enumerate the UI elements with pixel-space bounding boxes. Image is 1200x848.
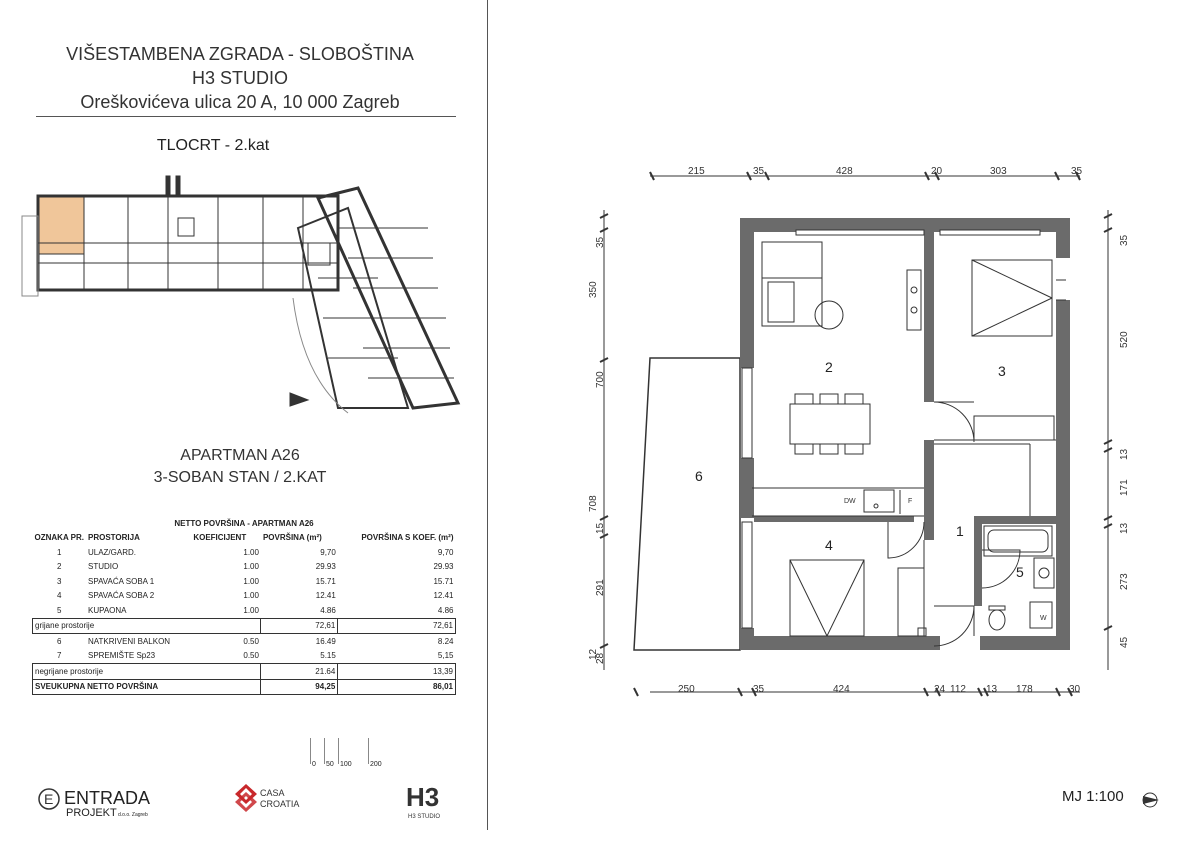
row-id: 7 bbox=[57, 651, 62, 661]
key-floor-plan bbox=[18, 168, 468, 418]
dim-left-6: 291 bbox=[595, 579, 606, 596]
col-header-coef: KOEFICIJENT bbox=[193, 533, 247, 543]
row-area: 16.49 bbox=[315, 636, 336, 646]
entrada-sub-text: PROJEKT bbox=[66, 807, 117, 819]
fridge-label: F bbox=[908, 498, 913, 505]
area-table bbox=[32, 516, 456, 695]
room-3-number: 3 bbox=[998, 363, 1006, 379]
dim-bottom-3: 424 bbox=[833, 684, 850, 695]
row-area: 4.86 bbox=[320, 605, 336, 615]
subtotal-area: 72,61 bbox=[261, 618, 338, 634]
h3-mark-icon bbox=[402, 780, 452, 822]
scale-label: MJ 1:100 bbox=[1062, 788, 1124, 805]
room-1-number: 1 bbox=[956, 523, 964, 539]
dim-bottom-2: 35 bbox=[753, 684, 765, 695]
row-coef: 1.00 bbox=[243, 591, 259, 601]
info-panel bbox=[0, 0, 488, 848]
dim-right-2: 520 bbox=[1119, 331, 1130, 348]
dim-left-5: 15 bbox=[595, 522, 606, 534]
table-row bbox=[33, 603, 456, 618]
row-area: 5.15 bbox=[320, 651, 336, 661]
row-room: SPAVAĆA SOBA 1 bbox=[87, 576, 155, 586]
table-row bbox=[33, 560, 456, 575]
dim-right-5: 13 bbox=[1119, 522, 1130, 534]
subtotal-area-coef: 13,39 bbox=[338, 664, 456, 680]
total-label: SVEUKUPNA NETTO POVRŠINA bbox=[33, 679, 261, 695]
grand-total-row bbox=[33, 679, 456, 695]
dim-bottom-8: 30 bbox=[1069, 684, 1081, 695]
scale-label-200: 200 bbox=[370, 761, 382, 768]
dim-left-3: 700 bbox=[595, 371, 606, 388]
dim-bottom-7: 178 bbox=[1016, 684, 1033, 695]
scale-label-50: 50 bbox=[326, 761, 334, 768]
address: Oreškovićeva ulica 20 A, 10 000 Zagreb bbox=[80, 92, 400, 112]
row-room: KUPAONA bbox=[87, 605, 127, 615]
dim-top-2: 35 bbox=[753, 166, 765, 177]
row-room: SPREMIŠTE Sp23 bbox=[87, 651, 156, 661]
row-id: 3 bbox=[57, 576, 62, 586]
balcony bbox=[634, 358, 740, 650]
dim-right-3: 13 bbox=[1119, 448, 1130, 460]
dishwasher-label: DW bbox=[844, 498, 856, 505]
apartment-name: APARTMAN A26 bbox=[180, 447, 300, 464]
subtotal-area: 21.64 bbox=[261, 664, 338, 680]
north-arrow-icon bbox=[1138, 792, 1162, 808]
row-coef: 1.00 bbox=[243, 605, 259, 615]
row-area-coef: 29.93 bbox=[433, 562, 454, 572]
casa-text: CASA bbox=[260, 788, 285, 798]
dim-left-4: 708 bbox=[588, 495, 599, 512]
casa-croatia-logo bbox=[232, 780, 312, 816]
table-row bbox=[33, 589, 456, 604]
h3-mark-text: H3 bbox=[406, 782, 440, 812]
svg-text:E: E bbox=[44, 791, 54, 807]
row-id: 5 bbox=[57, 605, 62, 615]
studio-name: H3 STUDIO bbox=[191, 68, 288, 88]
casa-mark-icon bbox=[232, 780, 312, 816]
row-area-coef: 8.24 bbox=[437, 636, 454, 646]
dim-left-1: 35 bbox=[595, 236, 606, 248]
dim-bottom-5: 112 bbox=[950, 684, 966, 695]
entrada-main-text: ENTRADA bbox=[64, 788, 151, 808]
row-coef: 0.50 bbox=[243, 636, 259, 646]
col-header-room: PROSTORIJA bbox=[87, 533, 140, 543]
row-room: ULAZ/GARD. bbox=[87, 547, 136, 557]
h3-studio-text: H3 STUDIO bbox=[408, 814, 441, 820]
entrada-mark-icon bbox=[38, 786, 156, 826]
room-2-number: 2 bbox=[825, 359, 833, 375]
dim-top-1: 215 bbox=[688, 166, 705, 177]
col-header-area: POVRŠINA (m²) bbox=[262, 533, 322, 543]
dim-top-5: 303 bbox=[990, 166, 1007, 177]
total-area: 94,25 bbox=[261, 679, 338, 695]
room-5-number: 5 bbox=[1016, 564, 1024, 580]
dim-left-7: 12 bbox=[588, 648, 599, 660]
h3-studio-logo bbox=[402, 780, 452, 822]
row-id: 6 bbox=[57, 636, 62, 646]
apartment-floor-plan bbox=[500, 150, 1200, 730]
bedroom-2-bed bbox=[790, 560, 926, 636]
dim-bottom-1: 250 bbox=[678, 684, 695, 695]
dim-top-4: 20 bbox=[931, 166, 943, 177]
row-id: 1 bbox=[57, 547, 62, 557]
total-area-coef: 86,01 bbox=[338, 679, 456, 695]
row-area: 29.93 bbox=[315, 562, 336, 572]
subtotal-label: negrijane prostorije bbox=[33, 664, 261, 680]
dim-bottom-4: 24 bbox=[934, 684, 946, 695]
scale-label-0: 0 bbox=[312, 761, 316, 768]
dim-left-2: 350 bbox=[588, 281, 599, 298]
row-area: 15.71 bbox=[315, 576, 336, 586]
dim-left-8: 28 bbox=[595, 652, 606, 664]
dim-right-1: 35 bbox=[1119, 234, 1130, 246]
table-row bbox=[33, 634, 456, 649]
row-area: 9,70 bbox=[320, 547, 336, 557]
row-coef: 0.50 bbox=[243, 651, 259, 661]
row-area-coef: 15.71 bbox=[433, 576, 454, 586]
row-area-coef: 12.41 bbox=[433, 591, 454, 601]
row-coef: 1.00 bbox=[243, 576, 259, 586]
table-caption: NETTO POVRŠINA - APARTMAN A26 bbox=[174, 518, 314, 528]
scale-bar bbox=[310, 738, 400, 768]
dim-bottom-6: 13 bbox=[986, 684, 998, 695]
row-room: SPAVAĆA SOBA 2 bbox=[87, 591, 155, 601]
col-header-id: OZNAKA PR. bbox=[34, 533, 84, 543]
row-coef: 1.00 bbox=[243, 562, 259, 572]
panel-divider bbox=[487, 0, 488, 830]
dim-right-4: 171 bbox=[1119, 479, 1130, 496]
apartment-description: 3-SOBAN STAN / 2.KAT bbox=[153, 469, 327, 486]
building-title: VIŠESTAMBENA ZGRADA - SLOBOŠTINA bbox=[66, 44, 414, 64]
row-room: NATKRIVENI BALKON bbox=[87, 636, 171, 646]
washer-label: W bbox=[1040, 615, 1047, 622]
header-divider bbox=[36, 116, 456, 117]
scale-label-100: 100 bbox=[340, 761, 352, 768]
row-id: 4 bbox=[57, 591, 62, 601]
row-area: 12.41 bbox=[315, 591, 336, 601]
dim-right-6: 273 bbox=[1119, 573, 1130, 590]
table-row bbox=[33, 545, 456, 560]
subtotal-area-coef: 72,61 bbox=[338, 618, 456, 634]
bedroom-1-bed bbox=[972, 260, 1066, 440]
col-header-area-coef: POVRŠINA S KOEF. (m²) bbox=[361, 533, 454, 543]
table-caption-row bbox=[33, 516, 456, 531]
entrada-logo bbox=[38, 786, 156, 826]
table-header-row bbox=[33, 531, 456, 546]
entrada-small-text: d.o.o. Zagreb bbox=[118, 812, 148, 818]
row-room: STUDIO bbox=[87, 562, 119, 572]
room-4-number: 4 bbox=[825, 537, 833, 553]
floor-label: TLOCRT - 2.kat bbox=[156, 137, 270, 154]
highlighted-apartment bbox=[38, 196, 84, 254]
table-row bbox=[33, 649, 456, 664]
unheated-subtotal-row bbox=[33, 664, 456, 680]
dim-top-6: 35 bbox=[1071, 166, 1083, 177]
table-row bbox=[33, 574, 456, 589]
row-coef: 1.00 bbox=[243, 547, 259, 557]
dim-top-3: 428 bbox=[836, 166, 853, 177]
dim-right-7: 45 bbox=[1119, 636, 1130, 648]
living-furniture bbox=[762, 242, 921, 514]
row-id: 2 bbox=[57, 562, 62, 572]
croatia-text: CROATIA bbox=[260, 799, 300, 809]
room-6-number: 6 bbox=[695, 468, 703, 484]
row-area-coef: 5,15 bbox=[437, 651, 454, 661]
heated-subtotal-row bbox=[33, 618, 456, 634]
row-area-coef: 4.86 bbox=[437, 605, 454, 615]
row-area-coef: 9,70 bbox=[437, 547, 454, 557]
subtotal-label: grijane prostorije bbox=[33, 618, 261, 634]
